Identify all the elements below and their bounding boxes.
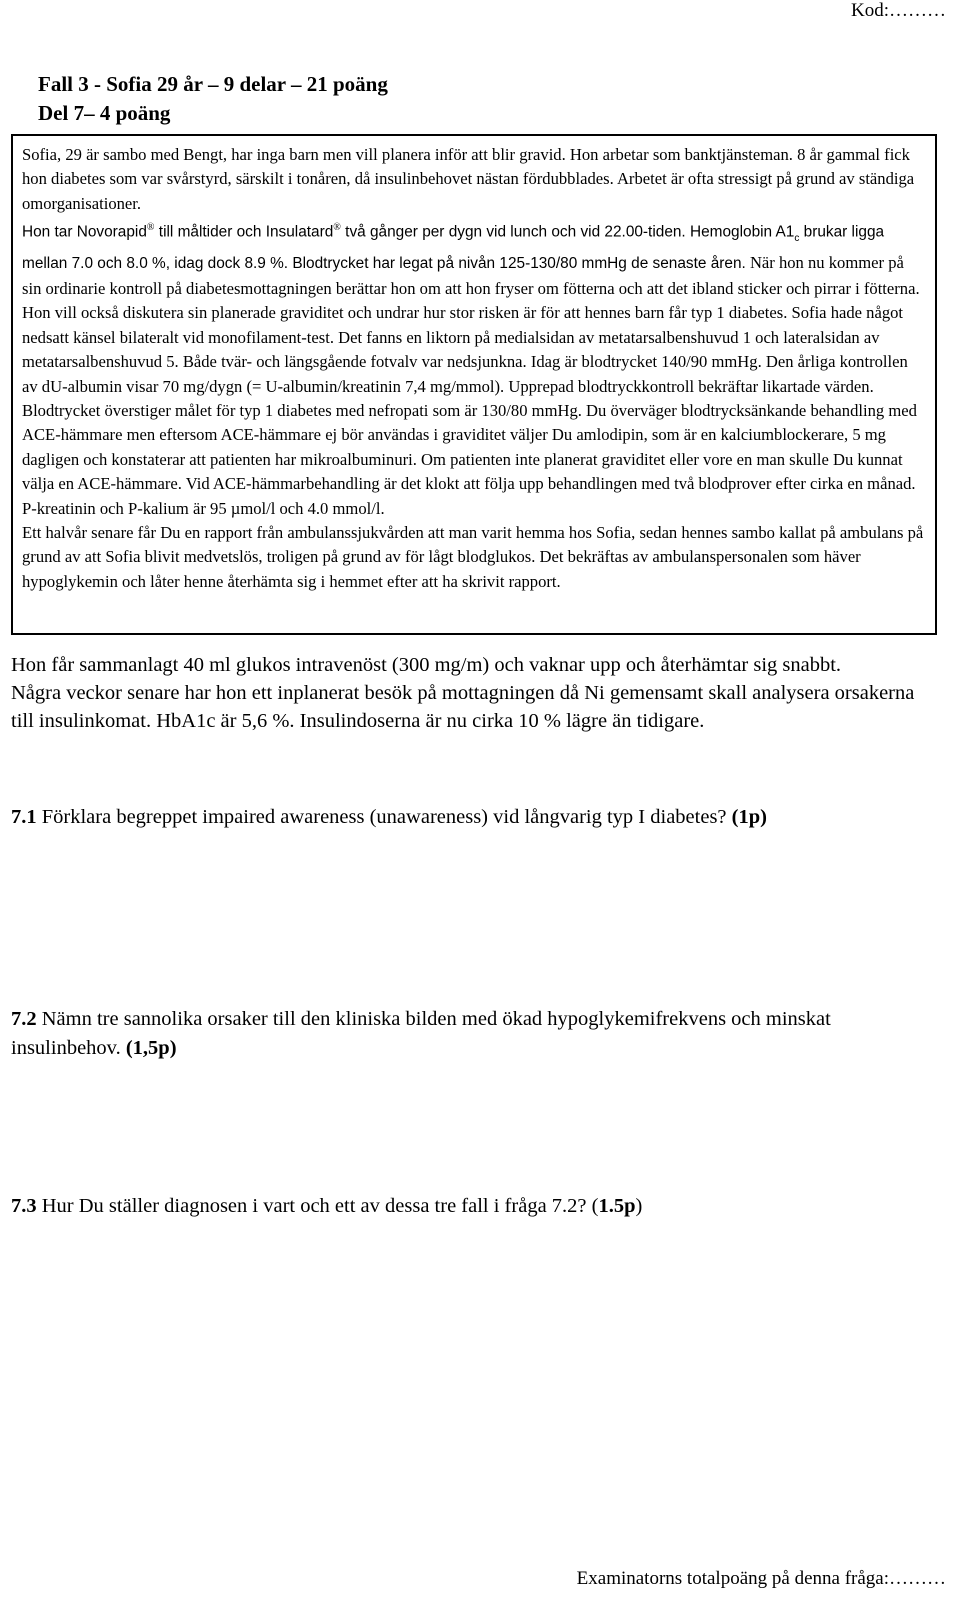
case-description-box xyxy=(11,134,937,635)
question-points: 1.5p xyxy=(598,1195,636,1217)
body-paragraph-2: Några veckor senare har hon ett inplanerat besök på mottagningen då Ni gemensamt skall analysera orsakerna till insulinkomat. HbA1c är 5,6 %. Insulindoserna är nu cirka 10 % lägre än tidigare. xyxy=(11,682,915,732)
title-line-2: Del 7– 4 poäng xyxy=(38,101,171,125)
case-paragraph-3: Ett halvår senare får Du en rapport från ambulanssjukvården att man varit hemma hos Sofia, sedan hennes sambo kallat på ambulans på grund av att Sofia blivit medvetslös, troligen på grund av för lågt blodglukos. Det bekräftas av ambulanspersonalen som häver hypoglykemin och låter henne återhämta sig i hemmet efter att ha skrivit rapport. xyxy=(22,522,924,591)
case-paragraph-2: Hon tar Novorapid® till måltider och Insulatard® två gånger per dygn vid lunch och vid 22.00-tiden. Hemoglobin $A1_c$ brukar ligga mellan 7.0 och 8.0 %, idag dock 8.9 %. Blodtrycket har legat på nivån 125-130/80 mmHg de senaste åren. När hon nu kommer på sin ordinarie kontroll på diabetesmottagningen berättar hon om att hon fryser om fötterna och att det ibland sticker och pirrar i fötterna. Hon vill också diskutera sin planerade graviditet och undrar hur stor risken är för att hennes barn får typ 1 diabetes. Sofia hade något nedsatt känsel bilateralt vid monofilament-test. Det fanns en liktorn på medialsidan av metatarsalbenshuvud 1 och lateralsidan av metatarsalbenshuvud 5. Både tvär- och längsgående fotvalv var nedsjunkna. Idag är blodtrycket 140/90 mmHg. Den årliga kontrollen av dU-albumin visar 70 mg/dygn (= U-albumin/kreatinin 7,4 mg/mmol). Upprepad blodtryckkontroll bekräftar likartade värden. Blodtrycket överstiger målet för typ 1 diabetes med nefropati som är 130/80 mmHg. Du överväger blodtrycksänkande behandling med ACE-hämmare men eftersom ACE-hämmare ej bör användas i graviditet väljer Du amlodipin, som är en kalciumblockerare, 5 mg dagligen och konstaterar att patienten har mikroalbuminuri. Om patienten inte planerat graviditet eller vore en man skulle Du kunnat välja en ACE-hämmare. Vid ACE-hämmarbehandling är det klokt att följa upp behandlingen med två blodprover efter cirka en månad. P-kreatinin och P-kalium är 95 µmol/l och 4.0 mmol/l. xyxy=(22,222,920,518)
case-paragraph-1: Sofia, 29 är sambo med Bengt, har inga barn men vill planera inför att blir gravid. Hon arbetar som banktjänsteman. 8 år gammal fick hon diabetes som var svårstyrd, särskilt i tonåren, då insulinbehovet nästan fördubblades. Arbetet är ofta stressigt på grund av ständiga omorganisationer. xyxy=(22,145,915,213)
subscript-c: c xyxy=(794,233,800,245)
body-text xyxy=(11,651,941,735)
question-number: 7.3 xyxy=(11,1195,37,1217)
body-paragraph-1: Hon får sammanlagt 40 ml glukos intravenöst (300 mg/m) och vaknar upp och återhämtar sig snabbt. xyxy=(11,654,842,676)
kod-field: Kod:……… xyxy=(851,0,946,21)
question-7-3: 7.3 Hur Du ställer diagnosen i vart och ett av dessa tre fall i fråga 7.2? (1.5p) xyxy=(11,1195,643,1217)
question-points: (1p) xyxy=(731,806,767,828)
registered-mark: ® xyxy=(146,222,155,234)
question-7-1 xyxy=(11,803,941,832)
examiner-total-points: Examinatorns totalpoäng på denna fråga:……… xyxy=(576,1568,946,1589)
question-points: (1,5p) xyxy=(125,1037,177,1059)
question-7-2 xyxy=(11,1005,941,1063)
registered-mark: ® xyxy=(333,222,341,234)
case-title xyxy=(38,70,388,128)
question-number: 7.1 xyxy=(11,806,37,828)
question-number: 7.2 xyxy=(11,1008,37,1030)
question-text: Förklara begreppet impaired awareness (unawareness) vid långvarig typ I diabetes? xyxy=(36,806,732,828)
question-text: Hur Du ställer diagnosen i vart och ett av dessa tre fall i fråga 7.2? ( xyxy=(36,1195,599,1217)
title-line-1: Fall 3 - Sofia 29 år – 9 delar – 21 poäng xyxy=(38,72,388,96)
question-text: Nämn tre sannolika orsaker till den kliniska bilden med ökad hypoglykemifrekvens och minskat insulinbehov. xyxy=(11,1008,831,1059)
